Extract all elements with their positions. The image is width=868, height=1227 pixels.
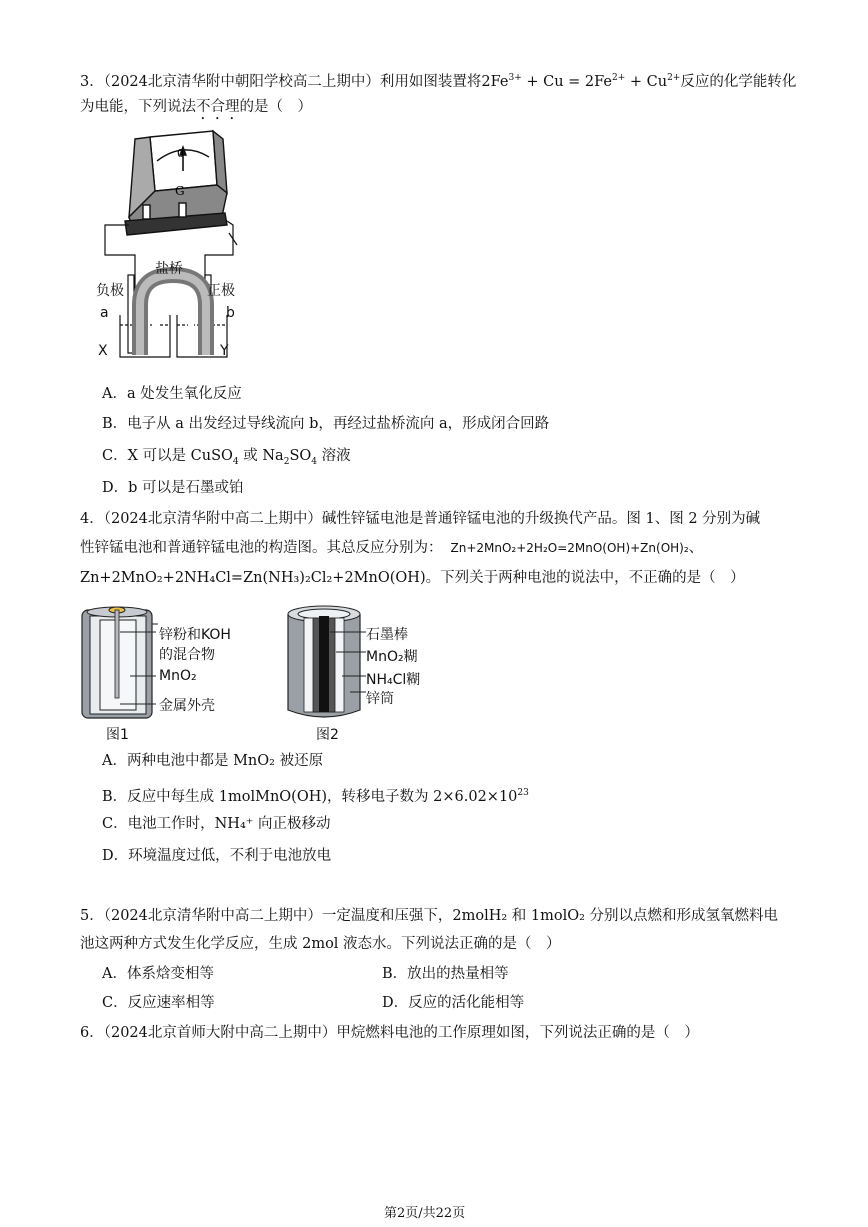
positive-electrode-label: 正极 bbox=[207, 283, 235, 299]
q4-figure1-leaders bbox=[120, 620, 160, 710]
q3-stem-line1 bbox=[80, 68, 796, 92]
q4-source: （2024北京清华附中高二上期中） bbox=[103, 511, 322, 527]
fig1-label-shell: 金属外壳 bbox=[159, 698, 215, 714]
q3-option-a[interactable]: A．a 处发生氧化反应 bbox=[102, 386, 242, 402]
q4-reaction2: Zn+2MnO₂+2NH₄Cl=Zn(NH₃)₂Cl₂+2MnO(OH) bbox=[80, 570, 426, 586]
q4-option-b[interactable]: B．反应中每生成 1molMnO(OH)，转移电子数为 $2\times 6.02\times 10^{23}$ bbox=[102, 788, 529, 805]
q4-reaction1: Zn+2MnO₂+2H₂O=2MnO(OH)+Zn(OH)₂ bbox=[450, 541, 689, 555]
q3-emphasis: 不合理 bbox=[196, 99, 240, 115]
fig1-label-mixture: 的混合物 bbox=[159, 647, 215, 663]
q3-equation: $2Fe^{3+} + Cu = 2Fe^{2+} + Cu^{2+}$ bbox=[481, 73, 681, 90]
q3-option-c[interactable]: C．X 可以是 CuSO$_4$ 或 $Na_2SO_4$ 溶液 bbox=[102, 448, 351, 467]
q4-stem-line2: 性锌锰电池和普通锌锰电池的构造图。其总反应分别为： Zn+2MnO₂+2H₂O=2MnO(OH)+Zn(OH)₂、 bbox=[80, 540, 704, 556]
q4-figure2-leaders bbox=[330, 628, 370, 698]
q4-stem-line1: 4．（2024北京清华附中高二上期中）碱性锌锰电池是普通锌锰电池的升级换代产品。图 1、图 2 分别为碱 bbox=[80, 511, 761, 527]
label-b: b bbox=[226, 305, 235, 321]
fig2-label-zinc-can: 锌筒 bbox=[366, 691, 394, 707]
q5-option-b[interactable]: B．放出的热量相等 bbox=[382, 966, 509, 982]
meter-g: G bbox=[175, 184, 185, 198]
q4-option-c[interactable]: C．电池工作时，NH₄⁺ 向正极移动 bbox=[102, 816, 331, 832]
fig2-caption: 图2 bbox=[316, 727, 339, 743]
q6-stem: 6．（2024北京首师大附中高二上期中）甲烷燃料电池的工作原理如图，下列说法正确的是（ ） bbox=[80, 1025, 699, 1041]
negative-electrode-label: 负极 bbox=[96, 283, 124, 299]
q3-option-b[interactable]: B．电子从 a 出发经过导线流向 b，再经过盐桥流向 a，形成闭合回路 bbox=[102, 416, 550, 432]
fig2-label-mno2-paste: MnO₂糊 bbox=[366, 649, 418, 665]
label-x: X bbox=[98, 343, 108, 359]
q3-source: （2024北京清华附中朝阳学校高二上期中） bbox=[103, 73, 380, 90]
q3-stem-a: 利用如图装置将 bbox=[379, 73, 482, 90]
q4-option-d[interactable]: D．环境温度过低，不利于电池放电 bbox=[102, 848, 332, 864]
q4-stem-line3: Zn+2MnO₂+2NH₄Cl=Zn(NH₃)₂Cl₂+2MnO(OH)。下列关于两种电池的说法中，不正确的是（ ） bbox=[80, 570, 745, 586]
galvanometer bbox=[125, 131, 227, 235]
meter-zero: 0 bbox=[177, 147, 184, 160]
page-footer: 第2页/共22页 bbox=[384, 1206, 466, 1221]
q5-stem-line2: 池这两种方式发生化学反应，生成 2mol 液态水。下列说法正确的是（ ） bbox=[80, 936, 561, 952]
fig1-label-mno2: MnO₂ bbox=[159, 668, 197, 684]
fig1-label-zinc-koh: 锌粉和KOH bbox=[159, 627, 231, 643]
label-y: Y bbox=[220, 343, 229, 359]
q5-option-c[interactable]: C．反应速率相等 bbox=[102, 995, 215, 1011]
q3-number: 3． bbox=[80, 73, 104, 90]
q3-stem-line2: 为电能，下列说法不合理的是（ ） bbox=[80, 99, 312, 115]
q5-source: （2024北京清华附中高二上期中） bbox=[103, 908, 322, 924]
q5-stem-line1: 5．（2024北京清华附中高二上期中）一定温度和压强下，2molH₂ 和 1molO₂ 分别以点燃和形成氢氧燃料电 bbox=[80, 908, 779, 924]
q6-source: （2024北京首师大附中高二上期中） bbox=[103, 1025, 337, 1041]
fig2-label-graphite: 石墨棒 bbox=[366, 627, 408, 643]
q4-option-a[interactable]: A．两种电池中都是 MnO₂ 被还原 bbox=[102, 753, 324, 769]
fig1-caption: 图1 bbox=[106, 727, 129, 743]
label-a: a bbox=[100, 305, 109, 321]
salt-bridge bbox=[140, 275, 206, 355]
q3-cell-diagram bbox=[95, 125, 265, 365]
q5-option-d[interactable]: D．反应的活化能相等 bbox=[382, 995, 525, 1011]
salt-bridge-label: 盐桥 bbox=[155, 261, 183, 277]
q3-stem-b: 反应的化学能转化 bbox=[680, 73, 797, 90]
q5-option-a[interactable]: A．体系焓变相等 bbox=[102, 966, 214, 982]
fig2-label-nh4cl-paste: NH₄Cl糊 bbox=[366, 672, 421, 688]
q3-option-d[interactable]: D．b 可以是石墨或铂 bbox=[102, 480, 244, 496]
